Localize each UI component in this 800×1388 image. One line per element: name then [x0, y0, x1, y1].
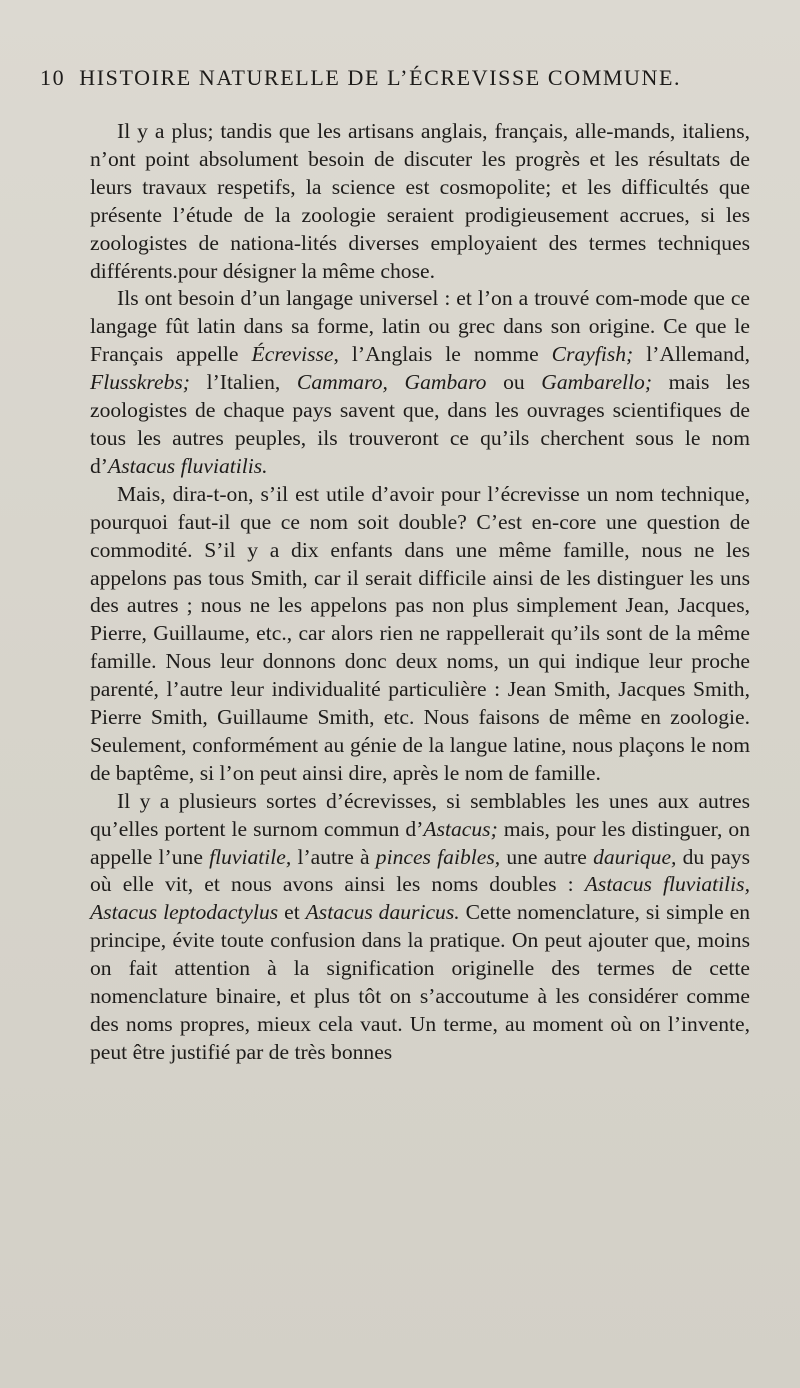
text-run: Mais, dira-t-on, s’il est utile d’avoir pour l’écrevisse un nom technique, pourquoi faut-il que ce nom soit double? C’est en-core une question de commodité. S’il y a dix enfants dans une même famille, nous ne les appelons pas tous Smith, car il serait difficile ainsi de les distinguer les uns des autres ; nous ne les appelons pas non plus simplement Jean, Jacques, Pierre, Guillaume, etc., car alors rien ne rappellerait qu’ils sont de la même famille. Nous leur donnons donc deux noms, un qui indique leur proche parenté, l’autre leur individualité particulière : Jean Smith, Jacques Smith, Pierre Smith, Guillaume Smith, etc. Nous faisons de même en zoologie. Seulement, conformément au génie de la langue latine, nous plaçons le nom de baptême, si l’on peut ainsi dire, après le nom de famille.: [90, 481, 750, 785]
italic-term: Astacus fluviatilis.: [108, 453, 268, 478]
text-run: mais, pour les distinguer, on appelle l’une: [90, 816, 750, 869]
page-number: 10: [40, 65, 66, 90]
text-run: et: [278, 900, 306, 925]
text-run: du pays où elle vit, et nous avons ainsi les noms doubles :: [90, 844, 750, 897]
running-header: [40, 64, 770, 92]
italic-term: Gambarello;: [541, 370, 653, 395]
text-run: l’autre à: [291, 844, 376, 869]
italic-term: Astacus fluviatilis, Astacus leptodactylus: [90, 872, 750, 925]
italic-term: Cammaro, Gambaro: [296, 370, 487, 395]
paragraph: [90, 285, 750, 480]
paragraph: [90, 481, 750, 788]
text-run: , l’Anglais le nomme: [333, 342, 552, 367]
italic-term: daurique,: [593, 844, 677, 869]
text-run: Il y a plus; tandis que les artisans anglais, français, alle-mands, italiens, n’ont point absolument besoin de discuter les progrès et les résultats de leurs travaux respetifs, la science est cosmopolite; et les difficultés que présente l’étude de la zoologie seraient prodigieusement accrues, si les zoologistes de nationa-lités diverses employaient des termes techniques différents.pour désigner la même chose.: [90, 119, 750, 283]
running-title: HISTOIRE NATURELLE DE L’ÉCREVISSE COMMUNE.: [79, 65, 682, 90]
italic-term: Astacus dauricus.: [305, 900, 460, 925]
paragraph: [90, 118, 750, 285]
body-text: [90, 118, 750, 1067]
italic-term: Flusskrebs;: [90, 370, 190, 395]
text-run: une autre: [500, 844, 594, 869]
italic-term: Astacus;: [423, 816, 498, 841]
text-run: l’Allemand,: [633, 342, 751, 367]
italic-term: pinces faibles,: [375, 844, 501, 869]
text-run: Ils ont besoin d’un langage universel : et l’on a trouvé com-mode que ce langage fût latin dans sa forme, latin ou grec dans son origine. Ce que le Français appelle: [90, 286, 750, 367]
italic-term: Écrevisse: [251, 342, 334, 367]
text-run: Cette nomenclature, si simple en principe, évite toute confusion dans la pratique. On peut ajouter que, moins on fait attention à la signification originelle des termes de cette nomenclature binaire, et plus tôt on s’accoutume à les considérer comme des noms propres, mieux cela vaut. Un terme, au moment où on l’invente, peut être justifié par de très bonnes: [90, 900, 750, 1064]
text-run: l’Italien,: [189, 370, 297, 395]
italic-term: fluviatile,: [209, 844, 292, 869]
italic-term: Crayfish;: [551, 342, 634, 367]
text-run: ou: [486, 370, 542, 395]
paragraph: [90, 788, 750, 1067]
text-run: Il y a plusieurs sortes d’écrevisses, si semblables les unes aux autres qu’elles portent le surnom commun d’: [90, 788, 750, 841]
text-run: mais les zoologistes de chaque pays savent que, dans les ouvrages scientifiques de tous les autres peuples, ils trouveront ce qu’ils cherchent sous le nom d’: [90, 370, 751, 478]
